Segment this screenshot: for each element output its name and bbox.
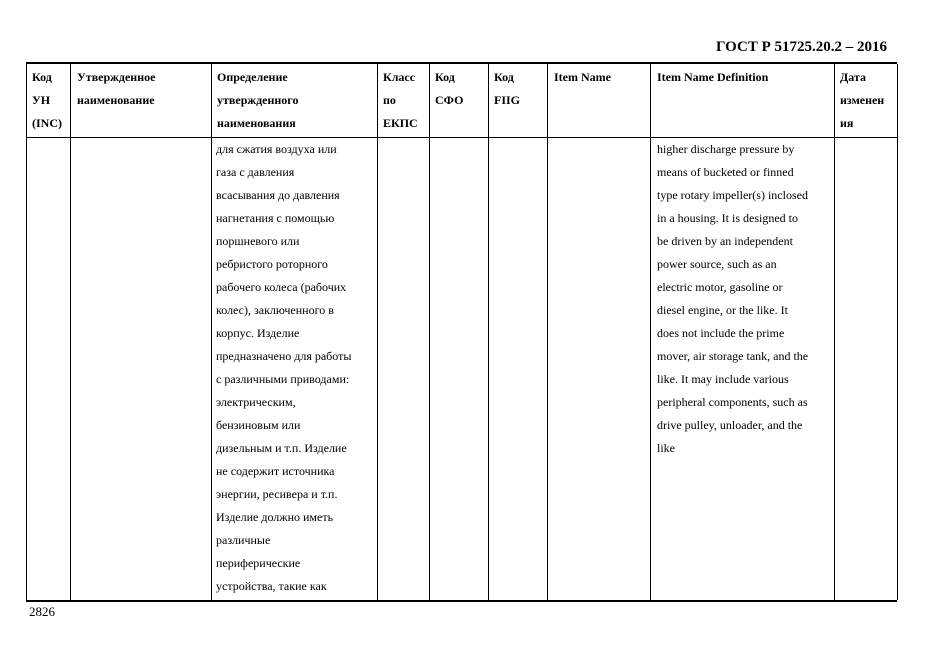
header-name-definition: Определение утвержденного наименования — [217, 70, 299, 130]
data-table — [26, 62, 897, 602]
page-number: 2826 — [29, 604, 55, 619]
header-approved-name: Утвержденное наименование — [77, 70, 156, 107]
definition-en-cell: higher discharge pressure by means of bucketed or finned type rotary impeller(s) inclosed in a housing. It is designed to be driven by an independent power source, such as an electric motor, gasoline or diesel engine, or the like. It does not include the prime mover, air storage tank, and the like. It may include various peripheral components, such as drive pulley, unloader, and the like — [657, 142, 809, 455]
header-ekps-class: Класс по ЕКПС — [383, 70, 418, 130]
header-item-name: Item Name — [554, 70, 611, 84]
header-fiig-code: Код FIIG — [494, 70, 521, 107]
header-change-date: Дата изменен ия — [840, 70, 885, 130]
header-item-name-definition: Item Name Definition — [657, 70, 769, 84]
definition-ru-cell: для сжатия воздуха или газа с давления всасывания до давления нагнетания с помощью поршневого или ребристого роторного рабочего колеса (рабочих колес), заключенного в корпус. Изделие предназначено для работы с различными приводами: электрическим, бензиновым или дизельным и т.п. Изделие не содержит источника энергии, ресивера и т.п. Изделие должно иметь различные периферические устройства, такие как — [216, 142, 352, 593]
header-sfo-code: Код СФО — [435, 70, 464, 107]
header-inc-code: Код УН (INC) — [32, 70, 62, 130]
document-code: ГОСТ Р 51725.20.2 – 2016 — [715, 39, 887, 55]
